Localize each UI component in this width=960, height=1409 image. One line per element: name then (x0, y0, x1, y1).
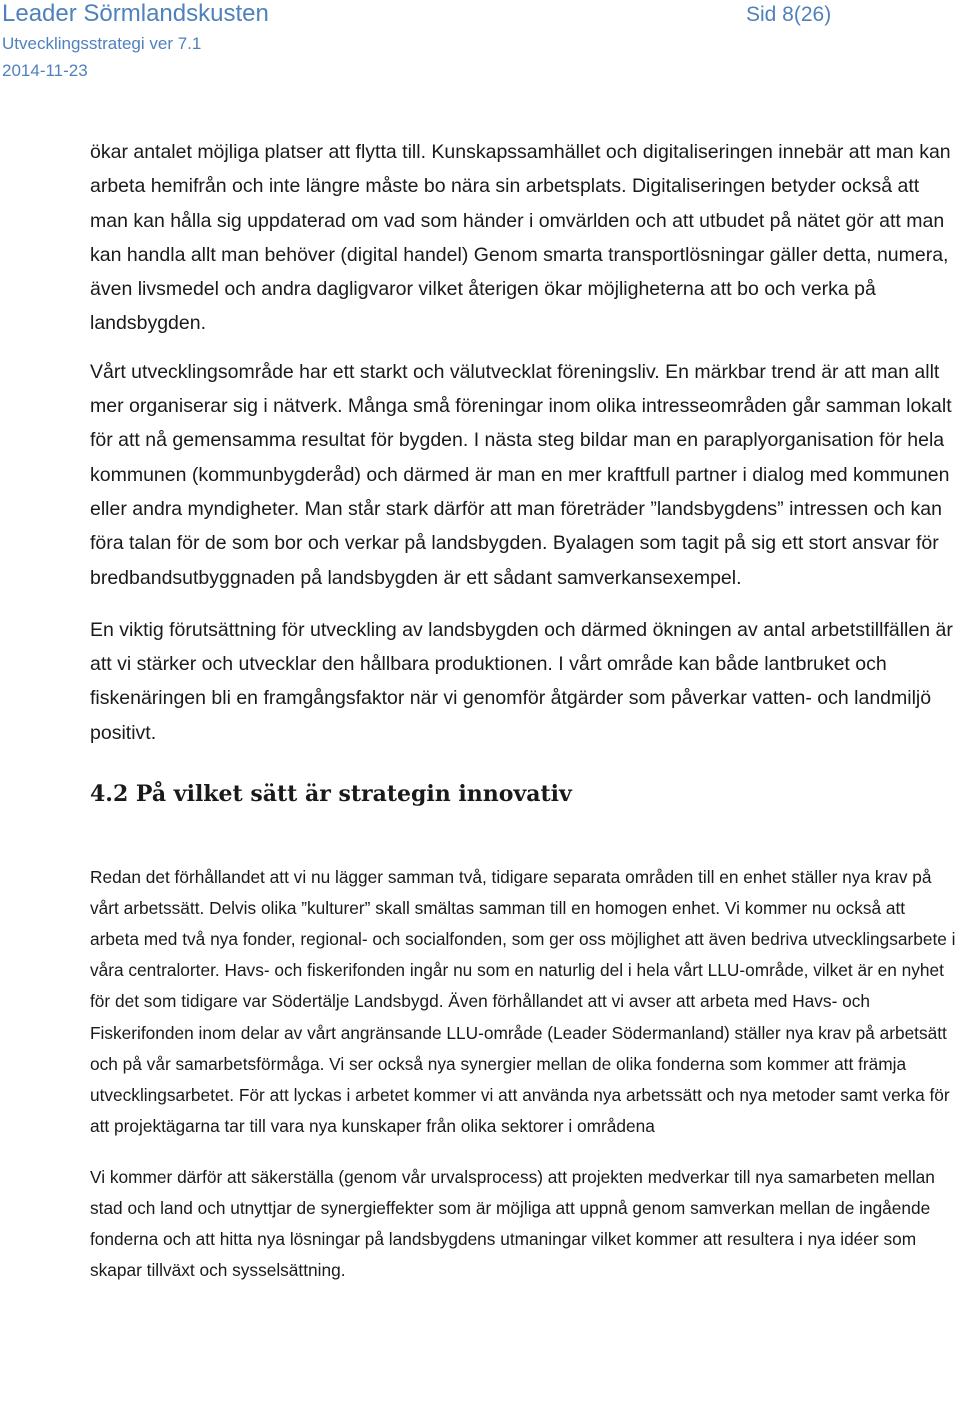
page-number: Sid 8(26) (746, 3, 832, 26)
body-paragraph: En viktig förutsättning för utveckling av landsbygden och därmed ökningen av antal arbetstillfällen är att vi stärker och utvecklar den hållbara produktionen. I vårt område kan både lantbruket och fiskenäringen bli en framgångsfaktor när vi genomför åtgärder som påverkar vatten- och landmiljö positivt. (90, 618, 953, 744)
section-heading: 4.2 På vilket sätt är strategin innovativ (90, 781, 572, 808)
body-paragraph: Vårt utvecklingsområde har ett starkt och välutvecklat föreningsliv. En märkbar trend är att man allt mer organiserar sig i nätverk. Många små föreningar inom olika intresseområden går samman lokalt för att nå gemensamma resultat för bygden. I nästa steg bildar man en paraplyorganisation för hela kommunen (kommunbygderåd) och därmed är man en mer kraftfull partner i dialog med kommunen eller andra myndigheter. Man står stark därför att man företräder ”landsbygdens” intressen och kan föra talan för de som bor och verkar på landsbygden. Byalagen som tagit på sig ett stort ansvar för bredbandsutbyggnaden på landsbygden är ett sådant samverkansexempel. (90, 360, 952, 589)
body-paragraph: ökar antalet möjliga platser att flytta till. Kunskapssamhället och digitaliseringen innebär att man kan arbeta hemifrån och inte längre måste bo nära sin arbetsplats. Digitaliseringen betyder också att man kan hålla sig uppdaterad om vad som händer i omvärlden och att utbudet på nätet gör att man kan handla allt man behöver (digital handel) Genom smarta transportlösningar gäller detta, numera, även livsmedel och andra dagligvaror vilket återigen ökar möjligheterna att bo och verka på landsbygden. (90, 141, 951, 335)
document-body (90, 135, 956, 1286)
section-paragraph: Vi kommer därför att säkerställa (genom vår urvalsprocess) att projekten medverkar till nya samarbeten mellan stad och land och utnyttjar de synergieffekter som är möjliga att uppnå genom samverkan mellan de ingående fonderna och att hitta nya lösningar på landsbygdens utmaningar vilket kommer att resultera i nya idéer som skapar tillväxt och sysselsättning. (90, 1166, 935, 1281)
document-date: 2014-11-23 (2, 61, 88, 80)
page-header (0, 0, 960, 90)
organization-name: Leader Sörmlandskusten (2, 0, 269, 27)
section-paragraph: Redan det förhållandet att vi nu lägger samman två, tidigare separata områden till en enhet ställer nya krav på vårt arbetssätt. Delvis olika ”kulturer” skall smältas samman till en homogen enhet. Vi kommer nu också att arbeta med två nya fonder, regional- och socialfonden, som ger oss möjlighet att även bedriva utvecklingsarbete i våra centralorter. Havs- och fiskerifonden ingår nu som en naturlig del i hela vårt LLU-område, vilket är en nyhet för det som tidigare var Södertälje Landsbygd. Även förhållandet att vi avser att arbeta med Havs- och Fiskerifonden inom delar av vårt angränsande LLU-område (Leader Södermanland) ställer nya krav på arbetsätt och på vår samarbetsförmåga. Vi ser också nya synergier mellan de olika fonderna som kommer att främja utvecklingsarbetet. För att lyckas i arbetet kommer vi att använda nya arbetssätt och nya metoder samt verka för att projektägarna tar till vara nya kunskaper från olika sektorer i områdena (90, 867, 956, 1136)
document-version: Utvecklingsstrategi ver 7.1 (2, 34, 202, 53)
